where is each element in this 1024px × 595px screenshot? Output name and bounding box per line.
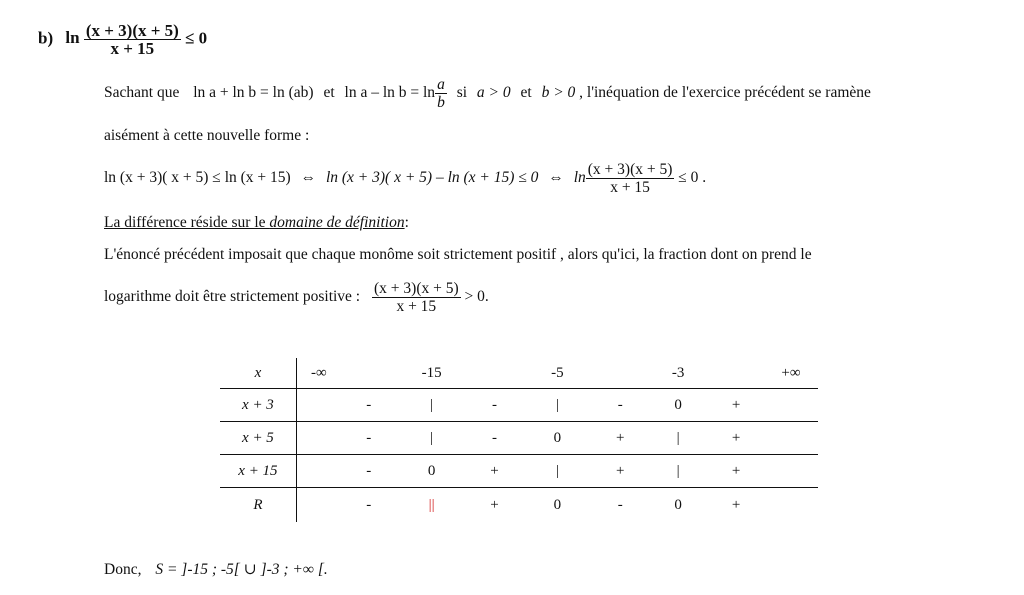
- quotient-numerator: a: [437, 76, 445, 93]
- paragraph-line-2: aisément à cette nouvelle forme :: [104, 127, 310, 144]
- sign-cell: 0: [648, 488, 708, 523]
- sign-cell: +: [708, 422, 764, 455]
- para-si: si: [456, 84, 468, 102]
- equivalence-line: [104, 161, 706, 196]
- equivalence-part-1: ln (x + 3)( x + 5) ≤ ln (x + 15): [104, 169, 291, 187]
- quotient-denominator: b: [437, 94, 445, 111]
- positivity-fraction: [372, 280, 461, 315]
- sign-table: [220, 358, 818, 522]
- sign-table-header: [220, 358, 818, 389]
- sign-row-R: [220, 488, 818, 523]
- heading-ln: ln: [65, 28, 80, 48]
- difference-title: [104, 214, 409, 232]
- sign-cell: -: [467, 389, 523, 422]
- difference-title-colon: :: [404, 214, 409, 231]
- sign-cell: +: [467, 455, 523, 488]
- equivalence-arrow-1: ⇔: [300, 169, 317, 187]
- sign-cell: +: [708, 389, 764, 422]
- equivalence-arrow-2: ⇔: [548, 169, 564, 187]
- equivalence-fraction: [586, 161, 675, 196]
- sign-row-x-plus-5: [220, 422, 818, 455]
- para-et-1: et: [323, 84, 335, 102]
- heading-label: b): [38, 28, 54, 48]
- sign-cell: -: [341, 488, 397, 523]
- header-minus-15: -15: [421, 364, 442, 381]
- sign-cell: +: [708, 455, 764, 488]
- sign-cell: -: [341, 455, 397, 488]
- sign-row-x-plus-15: [220, 455, 818, 488]
- sign-cell: 0: [397, 455, 467, 488]
- sign-cell: |: [648, 455, 708, 488]
- para-lead: Sachant que: [104, 84, 180, 102]
- equivalence-ln: ln: [573, 169, 586, 187]
- para-et-2: et: [520, 84, 532, 102]
- sign-cell: +: [708, 488, 764, 523]
- heading-denominator: x + 15: [110, 39, 155, 58]
- header-minus-3: -3: [671, 364, 685, 381]
- sign-cell: -: [592, 389, 648, 422]
- sign-cell: -: [467, 422, 523, 455]
- difference-title-italic: domaine de définition: [269, 214, 405, 231]
- sign-row-x-plus-3: [220, 389, 818, 422]
- sign-cell: -: [592, 488, 648, 523]
- sign-cell: 0: [522, 422, 592, 455]
- difference-line-2-lead: logarithme doit être strictement positive :: [104, 288, 361, 306]
- sign-cell: |: [522, 455, 592, 488]
- sign-cell: |: [397, 422, 467, 455]
- positivity-relation: > 0.: [464, 288, 489, 306]
- heading-fraction: [84, 22, 181, 57]
- sign-cell: +: [592, 455, 648, 488]
- sign-cell: 0: [522, 488, 592, 523]
- conclusion: [104, 560, 328, 579]
- header-plus-infinity: +∞: [781, 364, 801, 381]
- paragraph-properties: [104, 76, 871, 111]
- sign-cell: -: [341, 422, 397, 455]
- conclusion-lead: Donc,: [104, 561, 142, 578]
- quotient-fraction: [435, 76, 447, 111]
- difference-line-1: L'énoncé précédent imposait que chaque monôme soit strictement positif , alors qu'ici, la fraction dont on prend le: [104, 246, 812, 263]
- difference-title-plain: La différence réside sur le: [104, 214, 270, 231]
- sign-cell: 0: [648, 389, 708, 422]
- equivalence-numerator: (x + 3)(x + 5): [587, 161, 673, 178]
- log-product-rule: ln a + ln b = ln (ab): [193, 84, 314, 102]
- heading-relation: ≤ 0: [185, 28, 208, 48]
- positivity-numerator: (x + 3)(x + 5): [374, 280, 459, 297]
- para-tail: , l'inéquation de l'exercice précédent se ramène: [579, 84, 871, 102]
- sign-cell: +: [467, 488, 523, 523]
- row-label: x + 5: [220, 422, 296, 455]
- solution-set: S = ]-15 ; -5[ ∪ ]-3 ; +∞ [.: [155, 561, 328, 578]
- exercise-heading: [38, 22, 207, 57]
- equivalence-relation: ≤ 0 .: [678, 169, 707, 187]
- sign-cell: |: [648, 422, 708, 455]
- equivalence-part-2: ln (x + 3)( x + 5) – ln (x + 15) ≤ 0: [325, 169, 539, 187]
- header-minus-5: -5: [551, 364, 564, 381]
- sign-cell: |: [397, 389, 467, 422]
- equivalence-denominator: x + 15: [610, 179, 650, 196]
- positivity-denominator: x + 15: [396, 298, 437, 315]
- condition-b: b > 0: [541, 84, 576, 102]
- row-label: x + 3: [220, 389, 296, 422]
- difference-line-2: [104, 280, 489, 315]
- heading-numerator: (x + 3)(x + 5): [85, 21, 179, 40]
- sign-cell: |: [522, 389, 592, 422]
- sign-cell: +: [592, 422, 648, 455]
- row-label: R: [220, 488, 296, 523]
- row-label: x + 15: [220, 455, 296, 488]
- condition-a: a > 0: [476, 84, 511, 102]
- header-x: x: [220, 358, 296, 389]
- forbidden-value-marker: ||: [397, 488, 467, 523]
- log-quotient-rule: ln a – ln b = ln: [344, 84, 436, 102]
- sign-cell: -: [341, 389, 397, 422]
- header-minus-infinity: -∞: [310, 364, 327, 381]
